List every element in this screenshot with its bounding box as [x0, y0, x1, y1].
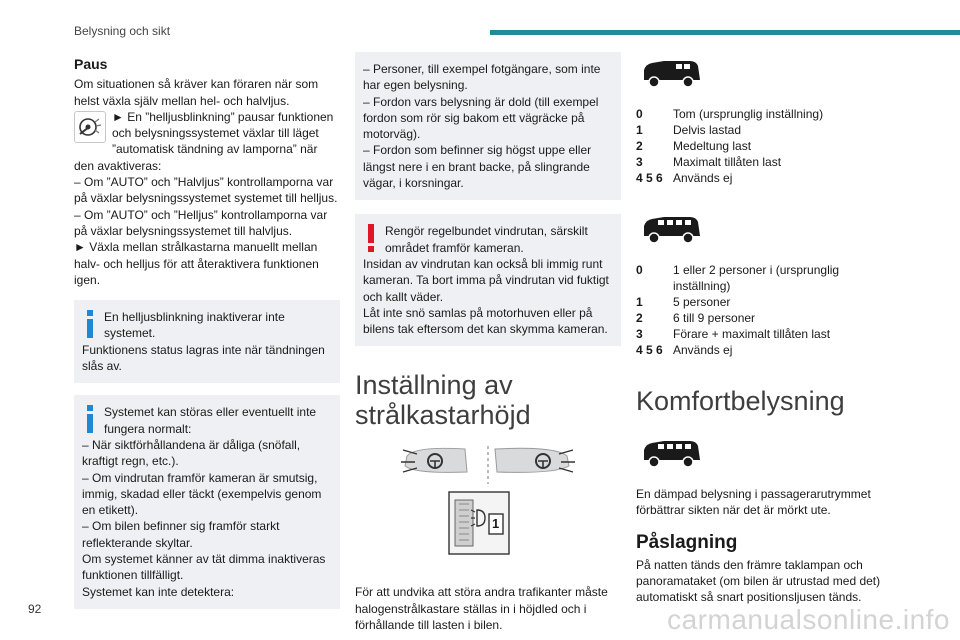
list-item: 3 Förare + maximalt tillåten last: [636, 327, 831, 341]
section-title-komfort: Komfortbelysning: [636, 386, 845, 416]
list-item: 2 6 till 9 personer: [636, 311, 756, 325]
info-box-1: [74, 300, 340, 383]
list-item: 2 Medeltung last: [636, 139, 752, 153]
right-headlight-icon: [495, 449, 569, 473]
header-accent-bar: [490, 30, 960, 35]
list-item: 0 Tom (ursprunglig inställning): [636, 107, 824, 121]
list-item: 4 5 6 Används ej: [636, 171, 733, 185]
paus-instructions: [74, 109, 340, 288]
van-icon: [638, 56, 702, 90]
info-box-2-cont-text: – Personer, till exempel fotgängare, som inte har egen belysning. – Fordon vars belysning är dold (till exempel fordon som rör sig bakom ett vägräcke på motorväg). – Fordon som befinner sig högst uppe eller längst nere i en brant backe, på slingrande vägar, i korsningar.: [363, 62, 601, 191]
passenger-load-list: [636, 262, 886, 358]
warning-icon: [363, 224, 379, 252]
headlight-adjust-illustration: [355, 444, 621, 564]
section-title-headlight-height: Inställning av strålkastarhöjd: [355, 370, 531, 431]
list-item: 3 Maximalt tillåten last: [636, 155, 782, 169]
paus-heading: Paus: [74, 56, 108, 72]
headlight-body-text: För att undvika att störa andra trafikanter måste halogenstrålkastare ställas in i höjdled och i förhållande till lasten i bilen.: [355, 585, 608, 633]
paus-button-text: ► En ”helljusblinkning” pausar funktionen och belysningssystemet växlar till läget ”automatisk tändning av lamporna” när den avaktiveras: – Om ”AUTO” och ”Halvljus” kontrollamporna var på växlar belysningssystemet systemet till helljus. – Om ”AUTO” och ”Helljus” kontrollamporna var på växlar belysningssystemet till halvljus. ► Växla mellan strålkastarna manuellt mellan halv- och helljus för att återaktivera funktionen igen.: [74, 109, 338, 287]
watermark: carmanualsonline.info: [667, 604, 950, 635]
running-header: Belysning och sikt: [74, 24, 171, 38]
info-box-2-continued: [355, 52, 621, 200]
info-box-2: [74, 395, 340, 609]
page-number: 92: [28, 602, 42, 616]
column-right: [636, 56, 886, 606]
komfort-body: En dämpad belysning i passagerarutrymmet förbättrar sikten när det är mörkt ute.: [636, 487, 871, 518]
paus-intro: Om situationen så kräver kan föraren när som helst växla själv mellan hel- och halvljus.: [74, 77, 319, 108]
column-left: [74, 56, 340, 609]
list-item: 0 1 eller 2 personer i (ursprunglig inställning): [636, 263, 840, 293]
headlight-stalk-icon: [74, 111, 106, 143]
info-box-2-text: Systemet kan störas eller eventuellt inte fungera normalt: – När siktförhållandena är dåliga (snöfall, kraftigt regn, etc.). – Om vindrutan framför kameran är smutsig, immig, skadad eller täckt (exempelvis genom en etikett). – Om bilen befinner sig framför starkt reflekterande skyltar. Om systemet känner av tät dimma inaktiveras funktionen tillfälligt. Systemet kan inte detektera:: [82, 405, 326, 599]
paslagning-body: På natten tänds den främre taklampan och panoramataket (om bilen är utrustad med det) automatiskt så snart positionsljusen tänds.: [636, 557, 881, 605]
warning-box: [355, 214, 621, 346]
minibus-icon: [638, 212, 702, 246]
info-icon: [82, 310, 98, 338]
info-icon: [82, 405, 98, 433]
list-item: 1 Delvis lastad: [636, 123, 742, 137]
van-load-list: [636, 106, 886, 186]
list-item: 1 5 personer: [636, 295, 731, 309]
list-item: 4 5 6 Används ej: [636, 343, 733, 357]
minibus-icon: [638, 436, 702, 470]
dial-position-number: 1: [492, 516, 500, 532]
column-middle: [355, 52, 621, 633]
info-box-1-text: En helljusblinkning inaktiverar inte systemet. Funktionens status lagras inte när tändningen slås av.: [82, 310, 325, 374]
warning-text: Rengör regelbundet vindrutan, särskilt området framför kameran. Insidan av vindrutan kan också bli immig runt kameran. Ta bort imma på vindrutan vid fuktigt och kallt väder. Låt inte snö samlas på motorhuven eller på bilens tak eftersom det kan skymma kameran.: [363, 224, 609, 337]
paslagning-heading: Påslagning: [636, 531, 738, 553]
